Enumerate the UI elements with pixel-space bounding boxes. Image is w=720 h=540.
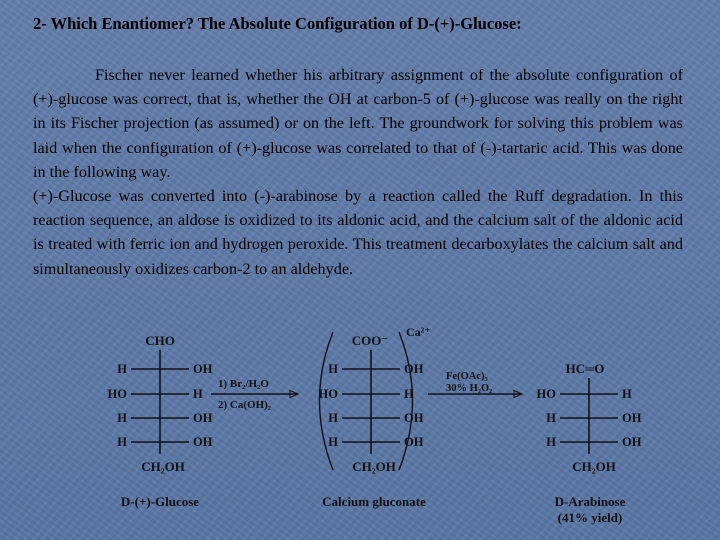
- reagent-calcium-hydroxide: 2) Ca(OH)₂: [218, 399, 272, 411]
- reagent-hydrogen-peroxide: 30% H₂O₂: [446, 383, 493, 394]
- reaction-arrow-1: [211, 378, 298, 411]
- gluconate-c4-right: OH: [404, 411, 424, 425]
- arabinose-c2-left: HO: [536, 387, 556, 401]
- glucose-c6: CH₂OH: [141, 459, 185, 474]
- glucose-label: D-(+)-Glucose: [120, 494, 200, 509]
- glucose-c5-left: H: [117, 435, 127, 449]
- paragraph-fischer: Fischer never learned whether his arbitrary assignment of the absolute configuration of (+)-glucose was correct, that is, whether the OH at carbon-5 of (+)-glucose was really on the right in its Fischer projection (as assumed) or on the left. The groundwork for solving this problem was laid when the configuration of (+)-glucose was correlated to that of (-)-tartaric acid. This was done in the following way.: [33, 66, 683, 181]
- arabinose-c3-right: OH: [622, 411, 642, 425]
- gluconate-c2-left: H: [328, 362, 338, 376]
- reagent-bromine-water: 1) Br₂/H₂O: [218, 378, 269, 390]
- gluconate-c5-right: OH: [404, 435, 424, 449]
- reagent-ferric-acetate: Fe(OAc)₃: [446, 371, 488, 382]
- glucose-fischer-projection: [108, 333, 213, 509]
- gluconate-c4-left: H: [328, 411, 338, 425]
- glucose-c5-right: OH: [193, 435, 213, 449]
- arabinose-c2-right: H: [622, 387, 632, 401]
- gluconate-c6: CH₂OH: [352, 459, 396, 474]
- gluconate-c5-left: H: [328, 435, 338, 449]
- glucose-c1: CHO: [145, 333, 175, 348]
- arabinose-c3-left: H: [546, 411, 556, 425]
- arabinose-c4-right: OH: [622, 435, 642, 449]
- glucose-c3-right: H: [193, 387, 203, 401]
- gluconate-fischer-projection: [319, 325, 431, 509]
- gluconate-c2-right: OH: [404, 362, 424, 376]
- gluconate-label: Calcium gluconate: [322, 494, 426, 509]
- arabinose-yield: (41% yield): [557, 510, 623, 525]
- glucose-c2-right: OH: [193, 362, 213, 376]
- slide-body: [33, 63, 683, 281]
- ruff-degradation-scheme: [0, 318, 720, 540]
- reaction-arrow-2: [428, 371, 522, 398]
- glucose-c3-left: HO: [107, 387, 127, 401]
- glucose-c2-left: H: [117, 362, 127, 376]
- gluconate-c1: COO⁻: [351, 333, 389, 348]
- arabinose-c1: HC═O: [565, 361, 605, 376]
- arabinose-c5: CH₂OH: [572, 459, 616, 474]
- gluconate-c3-left: HO: [318, 387, 338, 401]
- arabinose-c4-left: H: [546, 435, 556, 449]
- glucose-c4-right: OH: [193, 411, 213, 425]
- arabinose-fischer-projection: [537, 361, 642, 525]
- slide-title: 2- Which Enantiomer? The Absolute Configuration of D-(+)-Glucose:: [33, 14, 522, 33]
- gluconate-c3-right: H: [404, 387, 414, 401]
- calcium-counterion: Ca²⁺: [406, 325, 431, 339]
- arabinose-label: D-Arabinose: [554, 494, 626, 509]
- paragraph-ruff-degradation: (+)-Glucose was converted into (-)-arabinose by a reaction called the Ruff degradation. In this reaction sequence, an aldose is oxidized to its aldonic acid, and the calcium salt of the aldonic acid is treated with ferric ion and hydrogen peroxide. This treatment decarboxylates the calcium salt and simultaneously oxidizes carbon-2 to an aldehyde.: [33, 187, 683, 278]
- glucose-c4-left: H: [117, 411, 127, 425]
